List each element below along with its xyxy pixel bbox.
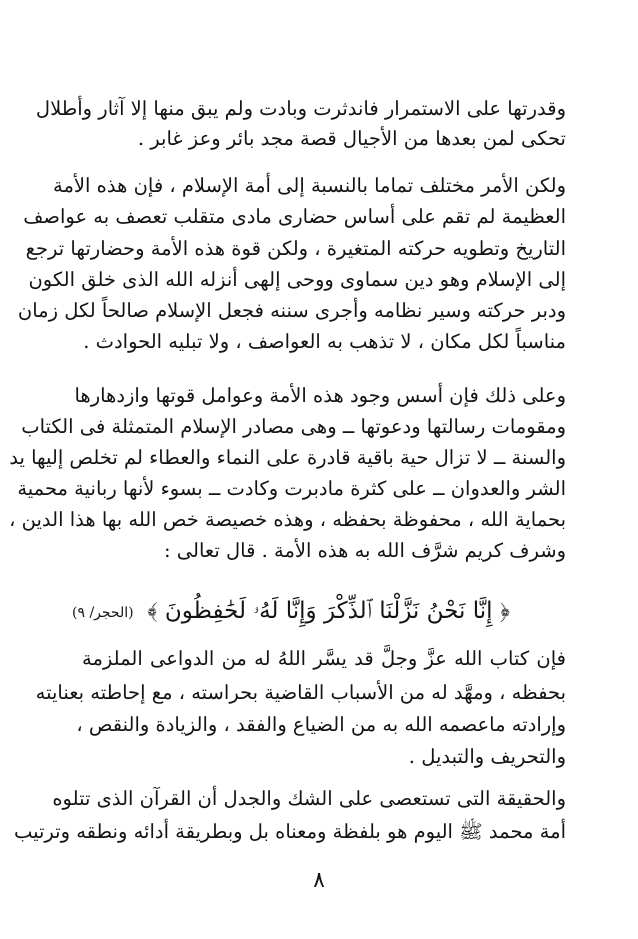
paragraph-4-line-4: والتحريف والتبديل . [408,745,566,768]
paragraph-3-line-3: والسنة ــ لا تزال حية باقية قادرة على النماء والعطاء لم تخلص إليها يد [9,446,566,469]
quran-verse: ﴿ إِنَّا نَحْنُ نَزَّلْنَا ٱلذِّكْرَ وَإِنَّا لَهُۥ لَحَٰفِظُونَ ﴾ [147,598,510,624]
paragraph-2-line-6: مناسباً لكل مكان ، لا تذهب به العواصف ، ولا تبليه الحوادث . [83,330,566,353]
paragraph-2-line-1: ولكن الأمر مختلف تماما بالنسبة إلى أمة الإسلام ، فإن هذه الأمة [53,174,566,197]
paragraph-1-line-1: وقدرتها على الاستمرار فاندثرت وبادت ولم يبق منها إلا آثار وأطلال [35,97,566,120]
paragraph-2-line-3: التاريخ وتطويه حركته المتغيرة ، ولكن قوة هذه الأمة وحضارتها ترجع [25,237,566,260]
paragraph-4-line-1: فإن كتاب الله عزَّ وجلَّ قد يسَّر اللهُ له من الدواعى الملزمة [82,647,566,670]
paragraph-5-line-2: أمة محمد ﷺ اليوم هو بلفظة ومعناه بل وبطريقة أدائه ونطقه وترتيب [13,820,566,843]
paragraph-2-line-5: ودبر حركته وسير نظامه وأجرى سننه فجعل الإسلام صالحاً لكل زمان [17,299,566,322]
page-number: ٨ [313,868,325,893]
paragraph-2-line-2: العظيمة لم تقم على أساس حضارى مادى متقلب تعصف به عواصف [23,205,566,228]
paragraph-5-line-1: والحقيقة التى تستعصى على الشك والجدل أن القرآن الذى تتلوه [52,787,566,810]
paragraph-3-line-4: الشر والعدوان ــ على كثرة مادبرت وكادت ــ بسوء لأنها ربانية محمية [17,477,566,500]
paragraph-3-line-6: وشرف كريم شرَّف الله به هذه الأمة . قال تعالى : [164,539,566,562]
paragraph-1-line-2: تحكى لمن بعدها من الأجيال قصة مجد بائر وعز غابر . [137,127,566,150]
paragraph-2-line-4: إلى الإسلام وهو دين سماوى ووحى إلهى أنزله الله الذى خلق الكون [28,268,566,291]
paragraph-4-line-3: وإرادته ماعصمه الله به من الضياع والفقد ، والزيادة والنقص ، [76,713,566,736]
paragraph-3-line-1: وعلى ذلك فإن أسس وجود هذه الأمة وعوامل قوتها وازدهارها [74,384,566,407]
paragraph-3-line-2: ومقومات رسالتها ودعوتها ــ وهى مصادر الإسلام المتمثلة فى الكتاب [21,415,566,438]
paragraph-4-line-2: بحفظه ، ومهَّد له من الأسباب القاضية بحراسته ، مع إحاطته بعنايته [35,681,566,704]
paragraph-3-line-5: بحماية الله ، محفوظة بحفظه ، وهذه خصيصة خص الله بها هذا الدين ، [9,508,566,531]
verse-reference: (الحجر/ ٩) [72,605,134,621]
